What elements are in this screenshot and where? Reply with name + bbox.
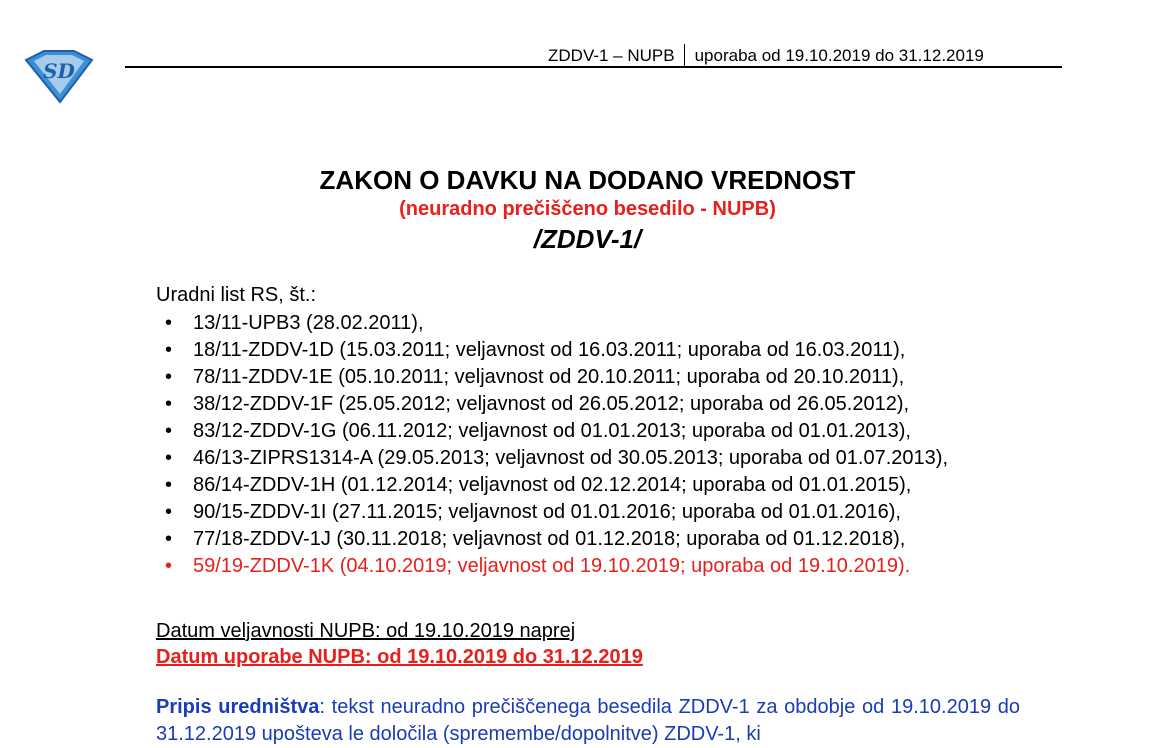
header-code: ZDDV-1 – NUPB xyxy=(548,46,675,65)
gazette-label: Uradni list RS, št.: xyxy=(156,284,317,306)
usage-date: Datum uporabe NUPB: od 19.10.2019 do 31.12.2019 xyxy=(156,646,643,668)
list-item: • 78/11-ZDDV-1E (05.10.2011; veljavnost od 20.10.2011; uporaba od 20.10.2011), xyxy=(156,364,1023,391)
validity-date: Datum veljavnosti NUPB: od 19.10.2019 naprej xyxy=(156,620,576,642)
gazette-entries-list xyxy=(156,310,1023,580)
editorial-note-text: : tekst neuradno prečiščenega besedila ZDDV-1 za obdobje od 19.10.2019 do 31.12.2019 upošteva le določila (spremembe/dopolnitve) ZDDV-1, ki xyxy=(156,696,1020,745)
header-separator xyxy=(684,44,685,66)
editorial-note-label: Pripis uredništva xyxy=(156,696,320,718)
document-title: ZAKON O DAVKU NA DODANO VREDNOST xyxy=(319,165,856,195)
list-item-latest: • 59/19-ZDDV-1K (04.10.2019; veljavnost od 19.10.2019; uporaba od 19.10.2019). xyxy=(156,553,1023,580)
list-item: • 38/12-ZDDV-1F (25.05.2012; veljavnost od 26.05.2012; uporaba od 26.05.2012), xyxy=(156,391,1023,418)
svg-text:SD: SD xyxy=(43,59,75,83)
list-item: • 90/15-ZDDV-1I (27.11.2015; veljavnost od 01.01.2016; uporaba od 01.01.2016), xyxy=(156,499,1023,526)
list-item: • 13/11-UPB3 (28.02.2011), xyxy=(156,310,1023,337)
list-item: • 46/13-ZIPRS1314-A (29.05.2013; veljavnost od 30.05.2013; uporaba od 01.07.2013), xyxy=(156,445,1023,472)
document-subtitle: (neuradno prečiščeno besedilo - NUPB) xyxy=(399,198,776,220)
header-rule xyxy=(125,66,1062,68)
document-code: /ZDDV-1/ xyxy=(533,224,642,254)
header-usage-period: uporaba od 19.10.2019 do 31.12.2019 xyxy=(694,46,984,65)
shield-logo-icon xyxy=(22,48,96,104)
list-item: • 18/11-ZDDV-1D (15.03.2011; veljavnost od 16.03.2011; uporaba od 16.03.2011), xyxy=(156,337,1023,364)
running-header xyxy=(548,44,984,66)
list-item: • 83/12-ZDDV-1G (06.11.2012; veljavnost od 01.01.2013; uporaba od 01.01.2013), xyxy=(156,418,1023,445)
list-item: • 77/18-ZDDV-1J (30.11.2018; veljavnost od 01.12.2018; uporaba od 01.12.2018), xyxy=(156,526,1023,553)
list-item: • 86/14-ZDDV-1H (01.12.2014; veljavnost od 02.12.2014; uporaba od 01.01.2015), xyxy=(156,472,1023,499)
editorial-note xyxy=(156,694,1020,748)
